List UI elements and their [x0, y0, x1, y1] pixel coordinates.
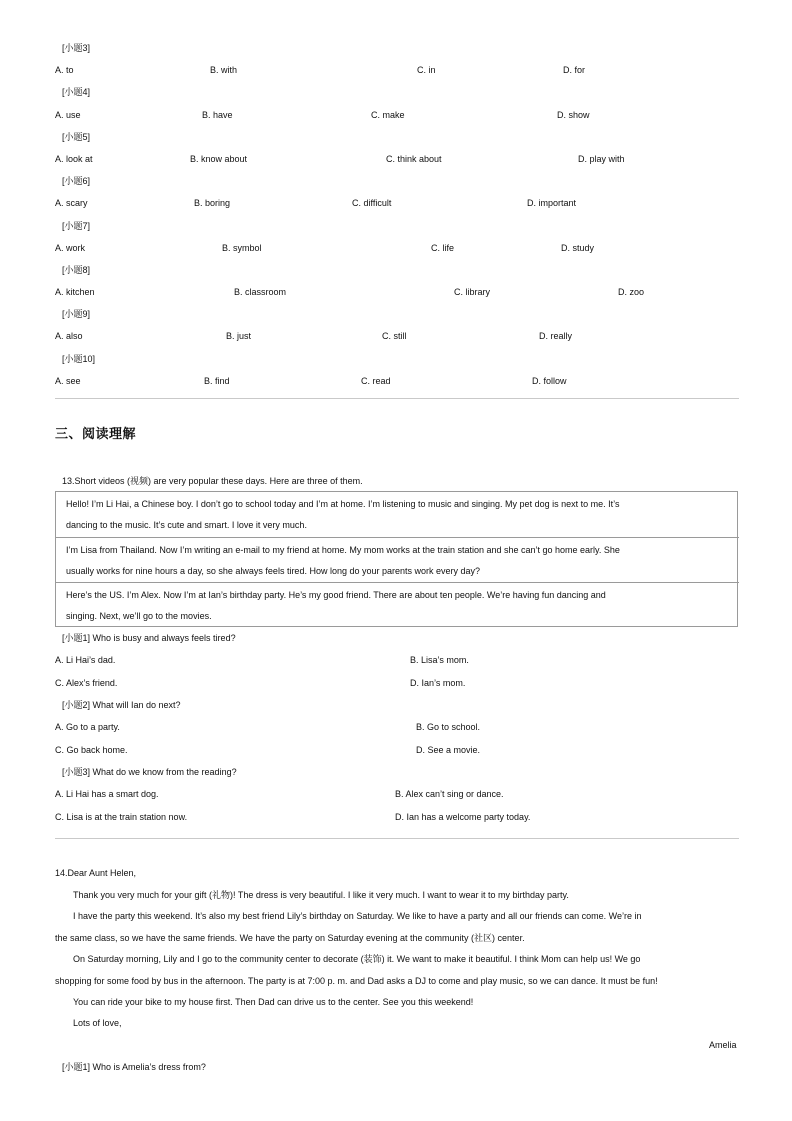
question-tag: [小题7] — [62, 221, 91, 231]
option-d[interactable]: D. study — [561, 243, 595, 253]
option-b[interactable]: B. with — [210, 65, 238, 75]
option-a[interactable]: A. work — [55, 243, 86, 253]
option-c[interactable]: C. life — [431, 243, 455, 253]
cell-line: I’m Lisa from Thailand. Now I’m writing an e-mail to my friend at home. My mom works at the train station and she can’t go home early. She — [66, 545, 620, 555]
option-a[interactable]: A. Li Hai’s dad. — [55, 655, 116, 665]
sub-question: [小题2] What will Ian do next? — [62, 700, 181, 710]
letter-closing: Lots of love, — [73, 1018, 122, 1028]
option-d[interactable]: D. follow — [532, 376, 567, 386]
question-tag: [小题3] — [62, 43, 91, 53]
option-b[interactable]: B. have — [202, 110, 233, 120]
option-c[interactable]: C. make — [371, 110, 405, 120]
option-d[interactable]: D. show — [557, 110, 590, 120]
option-c[interactable]: C. in — [417, 65, 436, 75]
option-a[interactable]: A. Go to a party. — [55, 722, 120, 732]
option-d[interactable]: D. for — [563, 65, 586, 75]
letter-line: I have the party this weekend. It’s also my best friend Lily’s birthday on Saturday. We like to have a party and all our friends can come. We’re in — [73, 911, 642, 921]
option-c[interactable]: C. Alex’s friend. — [55, 678, 118, 688]
option-a[interactable]: A. scary — [55, 198, 88, 208]
letter-line: On Saturday morning, Lily and I go to the community center to decorate (装饰) it. We want to make it beautiful. I think Mom can help us! We go — [73, 954, 641, 964]
option-b[interactable]: B. boring — [194, 198, 231, 208]
question-tag: [小题5] — [62, 132, 91, 142]
option-a[interactable]: A. also — [55, 331, 83, 341]
option-c[interactable]: C. library — [454, 287, 491, 297]
option-d[interactable]: D. See a movie. — [416, 745, 481, 755]
option-d[interactable]: D. really — [539, 331, 573, 341]
question-tag: [小题4] — [62, 87, 91, 97]
sub-question: [小题1] Who is Amelia’s dress from? — [62, 1062, 206, 1072]
option-d[interactable]: D. important — [527, 198, 577, 208]
letter-line: the same class, so we have the same friends. We have the party on Saturday evening at the community (社区) center. — [55, 933, 525, 943]
option-a[interactable]: A. see — [55, 376, 81, 386]
question-tag: [小题10] — [62, 354, 96, 364]
option-b[interactable]: B. know about — [190, 154, 248, 164]
option-c[interactable]: C. Lisa is at the train station now. — [55, 812, 188, 822]
option-a[interactable]: A. kitchen — [55, 287, 95, 297]
video-cell-lisa — [56, 537, 739, 582]
option-c[interactable]: C. still — [382, 331, 407, 341]
option-b[interactable]: B. just — [226, 331, 252, 341]
option-a[interactable]: A. use — [55, 110, 81, 120]
option-d[interactable]: D. Ian’s mom. — [410, 678, 466, 688]
option-a[interactable]: A. to — [55, 65, 74, 75]
letter-line: You can ride your bike to my house first. Then Dad can drive us to the center. See you this weekend! — [73, 997, 474, 1007]
question-intro: 13.Short videos (视频) are very popular these days. Here are three of them. — [62, 476, 363, 486]
cell-line: dancing to the music. It’s cute and smart. I love it very much. — [66, 520, 307, 530]
sub-question: [小题1] Who is busy and always feels tired? — [62, 633, 236, 643]
letter-line: Thank you very much for your gift (礼物)! The dress is very beautiful. I like it very much. I want to wear it to my birthday party. — [73, 890, 569, 900]
cell-line: Hello! I’m Li Hai, a Chinese boy. I don’t go to school today and I’m at home. I’m listening to music and singing. My pet dog is next to me. It’s — [66, 499, 620, 509]
video-cell-alex — [56, 582, 739, 627]
option-c[interactable]: C. difficult — [352, 198, 392, 208]
section-title: 三、阅读理解 — [55, 426, 137, 441]
section-divider — [55, 398, 739, 399]
option-a[interactable]: A. Li Hai has a smart dog. — [55, 789, 159, 799]
option-c[interactable]: C. think about — [386, 154, 442, 164]
letter-signature: Amelia — [709, 1040, 737, 1050]
option-b[interactable]: B. classroom — [234, 287, 287, 297]
letter-line: shopping for some food by bus in the afternoon. The party is at 7:00 p. m. and Dad asks a DJ to come and play music, so we can dance. It must be fun! — [55, 976, 658, 986]
option-c[interactable]: C. Go back home. — [55, 745, 128, 755]
option-d[interactable]: D. zoo — [618, 287, 645, 297]
option-c[interactable]: C. read — [361, 376, 391, 386]
question-tag: [小题8] — [62, 265, 91, 275]
video-table — [55, 491, 738, 627]
sub-question: [小题3] What do we know from the reading? — [62, 767, 237, 777]
question-tag: [小题9] — [62, 309, 91, 319]
option-a[interactable]: A. look at — [55, 154, 93, 164]
letter-greeting: 14.Dear Aunt Helen, — [55, 868, 137, 878]
option-b[interactable]: B. find — [204, 376, 230, 386]
video-cell-li-hai — [56, 492, 739, 537]
section-divider — [55, 838, 739, 839]
question-tag: [小题6] — [62, 176, 91, 186]
option-b[interactable]: B. symbol — [222, 243, 262, 253]
cell-line: usually works for nine hours a day, so she always feels tired. How long do your parents work every day? — [66, 566, 481, 576]
cell-line: Here’s the US. I’m Alex. Now I’m at Ian’s birthday party. He’s my good friend. There are about ten people. We’re having fun dancing and — [66, 590, 606, 600]
option-b[interactable]: B. Alex can’t sing or dance. — [395, 789, 504, 799]
option-b[interactable]: B. Go to school. — [416, 722, 481, 732]
cell-line: singing. Next, we’ll go to the movies. — [66, 611, 212, 621]
option-b[interactable]: B. Lisa’s mom. — [410, 655, 469, 665]
option-d[interactable]: D. play with — [578, 154, 625, 164]
option-d[interactable]: D. Ian has a welcome party today. — [395, 812, 531, 822]
